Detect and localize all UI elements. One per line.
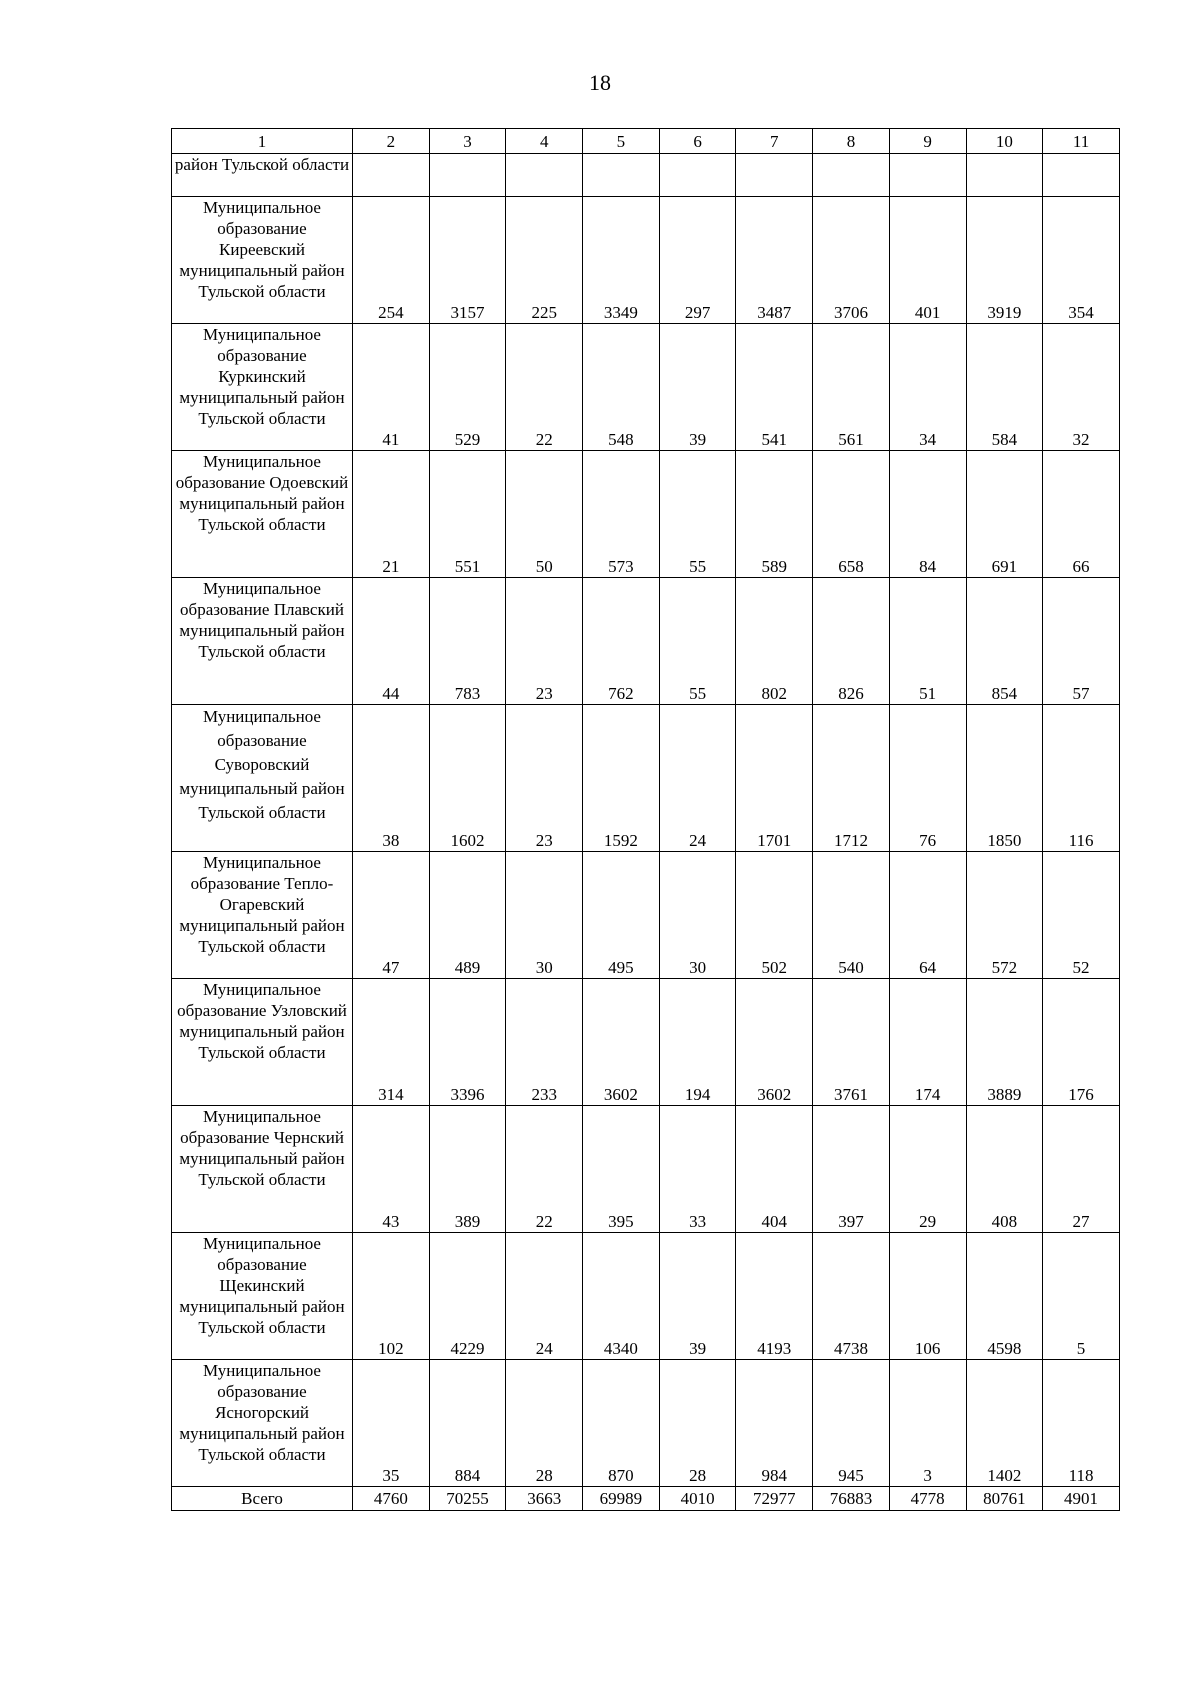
column-header-cell: 9	[889, 129, 966, 154]
value-cell: 24	[659, 705, 736, 852]
value-cell: 52	[1043, 852, 1120, 979]
total-value-cell: 4010	[659, 1487, 736, 1511]
value-cell: 22	[506, 324, 583, 451]
value-cell: 826	[813, 578, 890, 705]
value-cell: 540	[813, 852, 890, 979]
value-cell: 945	[813, 1360, 890, 1487]
value-cell: 106	[889, 1233, 966, 1360]
value-cell: 64	[889, 852, 966, 979]
value-cell: 884	[429, 1360, 506, 1487]
value-cell: 658	[813, 451, 890, 578]
table-row	[172, 852, 1120, 979]
value-cell: 174	[889, 979, 966, 1106]
table-row	[172, 1233, 1120, 1360]
value-cell: 691	[966, 451, 1043, 578]
continuation-row	[172, 154, 1120, 197]
value-cell: 1592	[583, 705, 660, 852]
column-header-cell: 3	[429, 129, 506, 154]
value-cell: 314	[353, 979, 430, 1106]
value-cell: 47	[353, 852, 430, 979]
value-cell: 4193	[736, 1233, 813, 1360]
value-cell: 502	[736, 852, 813, 979]
value-cell: 854	[966, 578, 1043, 705]
value-cell: 29	[889, 1106, 966, 1233]
table-row	[172, 979, 1120, 1106]
value-cell: 572	[966, 852, 1043, 979]
value-cell: 30	[659, 852, 736, 979]
value-cell	[813, 154, 890, 197]
column-header-cell: 4	[506, 129, 583, 154]
row-name-cell: Муниципальное образование Ясногорский муниципальный район Тульской области	[172, 1360, 353, 1487]
total-value-cell: 4778	[889, 1487, 966, 1511]
value-cell: 3602	[583, 979, 660, 1106]
value-cell: 50	[506, 451, 583, 578]
value-cell: 489	[429, 852, 506, 979]
total-value-cell: 3663	[506, 1487, 583, 1511]
value-cell	[353, 154, 430, 197]
value-cell: 389	[429, 1106, 506, 1233]
value-cell: 32	[1043, 324, 1120, 451]
value-cell	[736, 154, 813, 197]
row-name-cell: Муниципальное образование Плавский муниципальный район Тульской области	[172, 578, 353, 705]
column-header-cell: 8	[813, 129, 890, 154]
value-cell: 551	[429, 451, 506, 578]
value-cell: 529	[429, 324, 506, 451]
value-cell	[583, 154, 660, 197]
value-cell: 495	[583, 852, 660, 979]
value-cell: 84	[889, 451, 966, 578]
value-cell: 561	[813, 324, 890, 451]
value-cell: 225	[506, 197, 583, 324]
total-value-cell: 4901	[1043, 1487, 1120, 1511]
row-name-cell: Муниципальное образование Узловский муниципальный район Тульской области	[172, 979, 353, 1106]
value-cell: 66	[1043, 451, 1120, 578]
value-cell: 23	[506, 578, 583, 705]
row-name-cell: Муниципальное образование Щекинский муниципальный район Тульской области	[172, 1233, 353, 1360]
table-row	[172, 705, 1120, 852]
value-cell: 3349	[583, 197, 660, 324]
value-cell: 44	[353, 578, 430, 705]
value-cell: 3157	[429, 197, 506, 324]
value-cell: 22	[506, 1106, 583, 1233]
value-cell: 762	[583, 578, 660, 705]
value-cell: 28	[659, 1360, 736, 1487]
value-cell: 984	[736, 1360, 813, 1487]
value-cell	[659, 154, 736, 197]
value-cell: 118	[1043, 1360, 1120, 1487]
value-cell: 4229	[429, 1233, 506, 1360]
table-row	[172, 1106, 1120, 1233]
value-cell: 3602	[736, 979, 813, 1106]
row-name-cell: Муниципальное образование Чернский муниципальный район Тульской области	[172, 1106, 353, 1233]
value-cell: 194	[659, 979, 736, 1106]
table-row	[172, 197, 1120, 324]
value-cell: 3919	[966, 197, 1043, 324]
total-value-cell: 69989	[583, 1487, 660, 1511]
value-cell: 3	[889, 1360, 966, 1487]
column-number-header	[172, 129, 1120, 154]
value-cell: 30	[506, 852, 583, 979]
value-cell: 783	[429, 578, 506, 705]
column-header-cell: 5	[583, 129, 660, 154]
row-name-cell: Муниципальное образование Киреевский муниципальный район Тульской области	[172, 197, 353, 324]
value-cell: 3487	[736, 197, 813, 324]
value-cell: 5	[1043, 1233, 1120, 1360]
table-row	[172, 1360, 1120, 1487]
value-cell: 3761	[813, 979, 890, 1106]
value-cell: 233	[506, 979, 583, 1106]
value-cell: 354	[1043, 197, 1120, 324]
value-cell: 21	[353, 451, 430, 578]
value-cell	[1043, 154, 1120, 197]
value-cell: 397	[813, 1106, 890, 1233]
value-cell: 43	[353, 1106, 430, 1233]
value-cell: 55	[659, 578, 736, 705]
value-cell: 51	[889, 578, 966, 705]
value-cell: 39	[659, 324, 736, 451]
value-cell: 34	[889, 324, 966, 451]
column-header-cell: 1	[172, 129, 353, 154]
value-cell: 573	[583, 451, 660, 578]
data-table	[171, 128, 1120, 1511]
value-cell: 23	[506, 705, 583, 852]
value-cell: 589	[736, 451, 813, 578]
value-cell: 27	[1043, 1106, 1120, 1233]
value-cell: 1602	[429, 705, 506, 852]
value-cell: 3889	[966, 979, 1043, 1106]
value-cell: 1402	[966, 1360, 1043, 1487]
row-name-cell: Муниципальное образование Куркинский муниципальный район Тульской области	[172, 324, 353, 451]
total-value-cell: 76883	[813, 1487, 890, 1511]
total-value-cell: 70255	[429, 1487, 506, 1511]
value-cell: 1701	[736, 705, 813, 852]
value-cell: 41	[353, 324, 430, 451]
value-cell: 408	[966, 1106, 1043, 1233]
value-cell	[429, 154, 506, 197]
total-row	[172, 1487, 1120, 1511]
value-cell: 4598	[966, 1233, 1043, 1360]
row-name-cell: район Тульской области	[172, 154, 353, 197]
value-cell: 404	[736, 1106, 813, 1233]
value-cell: 28	[506, 1360, 583, 1487]
column-header-cell: 10	[966, 129, 1043, 154]
value-cell: 802	[736, 578, 813, 705]
page-number: 18	[589, 70, 611, 95]
value-cell: 39	[659, 1233, 736, 1360]
value-cell: 57	[1043, 578, 1120, 705]
total-value-cell: 72977	[736, 1487, 813, 1511]
row-name-cell: Муниципальное образование Суворовский муниципальный район Тульской области	[172, 705, 353, 852]
value-cell: 24	[506, 1233, 583, 1360]
value-cell: 4738	[813, 1233, 890, 1360]
column-header-cell: 11	[1043, 129, 1120, 154]
total-value-cell: 4760	[353, 1487, 430, 1511]
row-name-cell: Муниципальное образование Одоевский муниципальный район Тульской области	[172, 451, 353, 578]
value-cell: 1712	[813, 705, 890, 852]
column-header-cell: 7	[736, 129, 813, 154]
value-cell: 116	[1043, 705, 1120, 852]
value-cell: 548	[583, 324, 660, 451]
value-cell: 76	[889, 705, 966, 852]
value-cell	[966, 154, 1043, 197]
value-cell: 395	[583, 1106, 660, 1233]
total-value-cell: 80761	[966, 1487, 1043, 1511]
value-cell: 870	[583, 1360, 660, 1487]
table-row	[172, 578, 1120, 705]
value-cell: 35	[353, 1360, 430, 1487]
table-row	[172, 451, 1120, 578]
row-name-cell: Муниципальное образование Тепло-Огаревский муниципальный район Тульской области	[172, 852, 353, 979]
column-header-cell: 2	[353, 129, 430, 154]
value-cell: 297	[659, 197, 736, 324]
value-cell: 3396	[429, 979, 506, 1106]
value-cell: 102	[353, 1233, 430, 1360]
table-row	[172, 324, 1120, 451]
column-header-cell: 6	[659, 129, 736, 154]
value-cell: 541	[736, 324, 813, 451]
table-body	[172, 129, 1120, 1511]
value-cell: 584	[966, 324, 1043, 451]
value-cell: 55	[659, 451, 736, 578]
value-cell	[889, 154, 966, 197]
value-cell: 38	[353, 705, 430, 852]
value-cell: 33	[659, 1106, 736, 1233]
value-cell: 4340	[583, 1233, 660, 1360]
value-cell: 1850	[966, 705, 1043, 852]
total-label-cell: Всего	[172, 1487, 353, 1511]
value-cell: 401	[889, 197, 966, 324]
value-cell: 254	[353, 197, 430, 324]
value-cell: 176	[1043, 979, 1120, 1106]
value-cell: 3706	[813, 197, 890, 324]
value-cell	[506, 154, 583, 197]
